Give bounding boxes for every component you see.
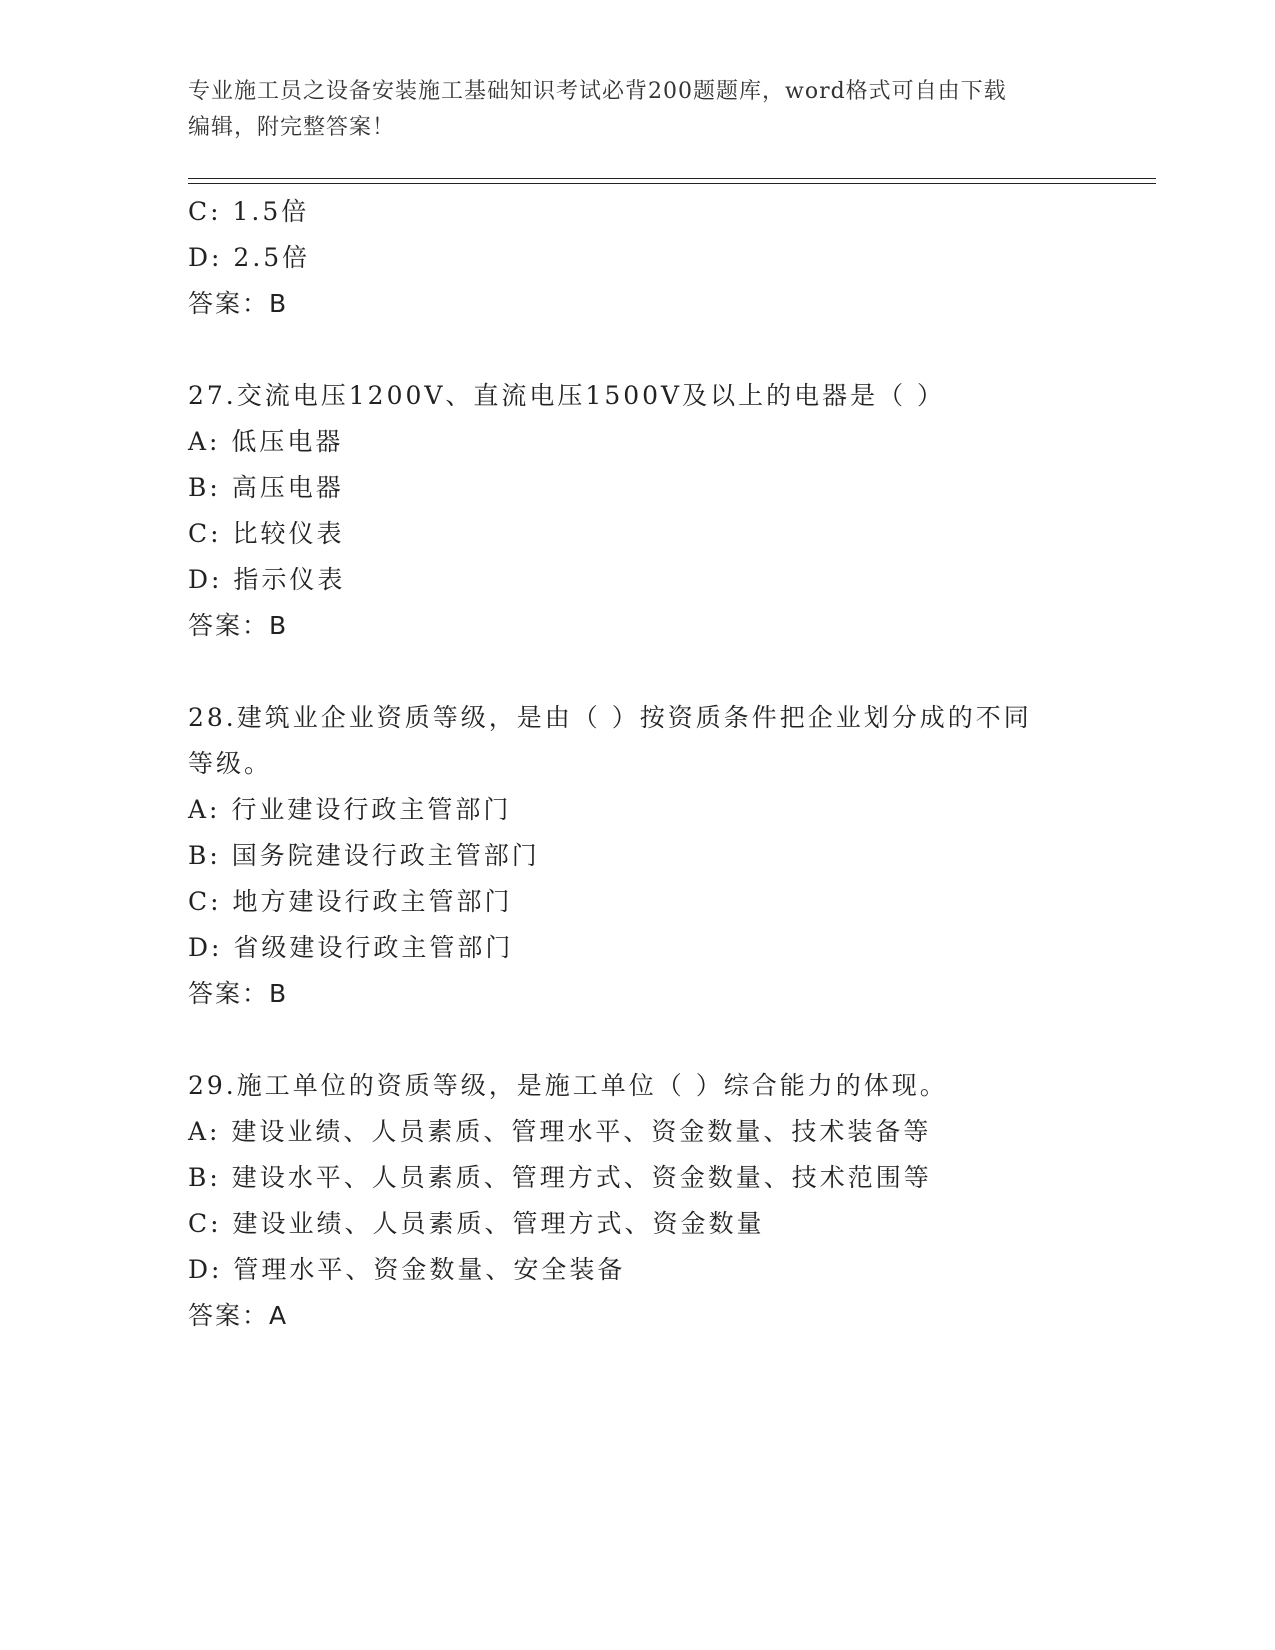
option-b: B: 国务院建设行政主管部门 (188, 841, 540, 870)
option-c: C: 建设业绩、人员素质、管理方式、资金数量 (188, 1209, 765, 1238)
question-stem: 29.施工单位的资质等级，是施工单位（ ）综合能力的体现。 (188, 1071, 948, 1100)
answer: 答案：B (188, 979, 289, 1008)
option-d: D: 2.5倍 (188, 243, 311, 272)
answer: 答案：B (188, 611, 289, 640)
question-stem-line-2: 等级。 (188, 749, 273, 778)
option-d: D: 管理水平、资金数量、安全装备 (188, 1255, 626, 1284)
option-d: D: 指示仪表 (188, 565, 346, 594)
header-line-1: 专业施工员之设备安装施工基础知识考试必背200题题库，word格式可自由下载 (188, 79, 1007, 104)
header-line-2: 编辑，附完整答案！ (188, 115, 396, 140)
option-b: B: 建设水平、人员素质、管理方式、资金数量、技术范围等 (188, 1163, 932, 1192)
question-list (188, 189, 1088, 1339)
document-header (188, 74, 1078, 146)
question-26 (188, 189, 1088, 327)
option-b: B: 高压电器 (188, 473, 344, 502)
spacer (188, 649, 1088, 695)
answer: 答案：A (188, 1301, 289, 1330)
option-a: A: 行业建设行政主管部门 (188, 795, 512, 824)
answer: 答案：B (188, 289, 289, 318)
question-27 (188, 373, 1088, 649)
spacer (188, 1017, 1088, 1063)
question-29 (188, 1063, 1088, 1339)
option-c: C: 比较仪表 (188, 519, 345, 548)
question-stem: 27.交流电压1200V、直流电压1500V及以上的电器是（ ） (188, 381, 946, 410)
header-divider-bottom (188, 183, 1156, 184)
spacer (188, 327, 1088, 373)
option-a: A: 建设业绩、人员素质、管理水平、资金数量、技术装备等 (188, 1117, 932, 1146)
option-c: C: 地方建设行政主管部门 (188, 887, 513, 916)
option-d: D: 省级建设行政主管部门 (188, 933, 514, 962)
header-divider-top (188, 178, 1156, 179)
question-28 (188, 695, 1088, 1017)
question-stem-line-1: 28.建筑业企业资质等级，是由（ ）按资质条件把企业划分成的不同 (188, 703, 1032, 732)
option-a: A: 低压电器 (188, 427, 344, 456)
option-c: C: 1.5倍 (188, 197, 310, 226)
